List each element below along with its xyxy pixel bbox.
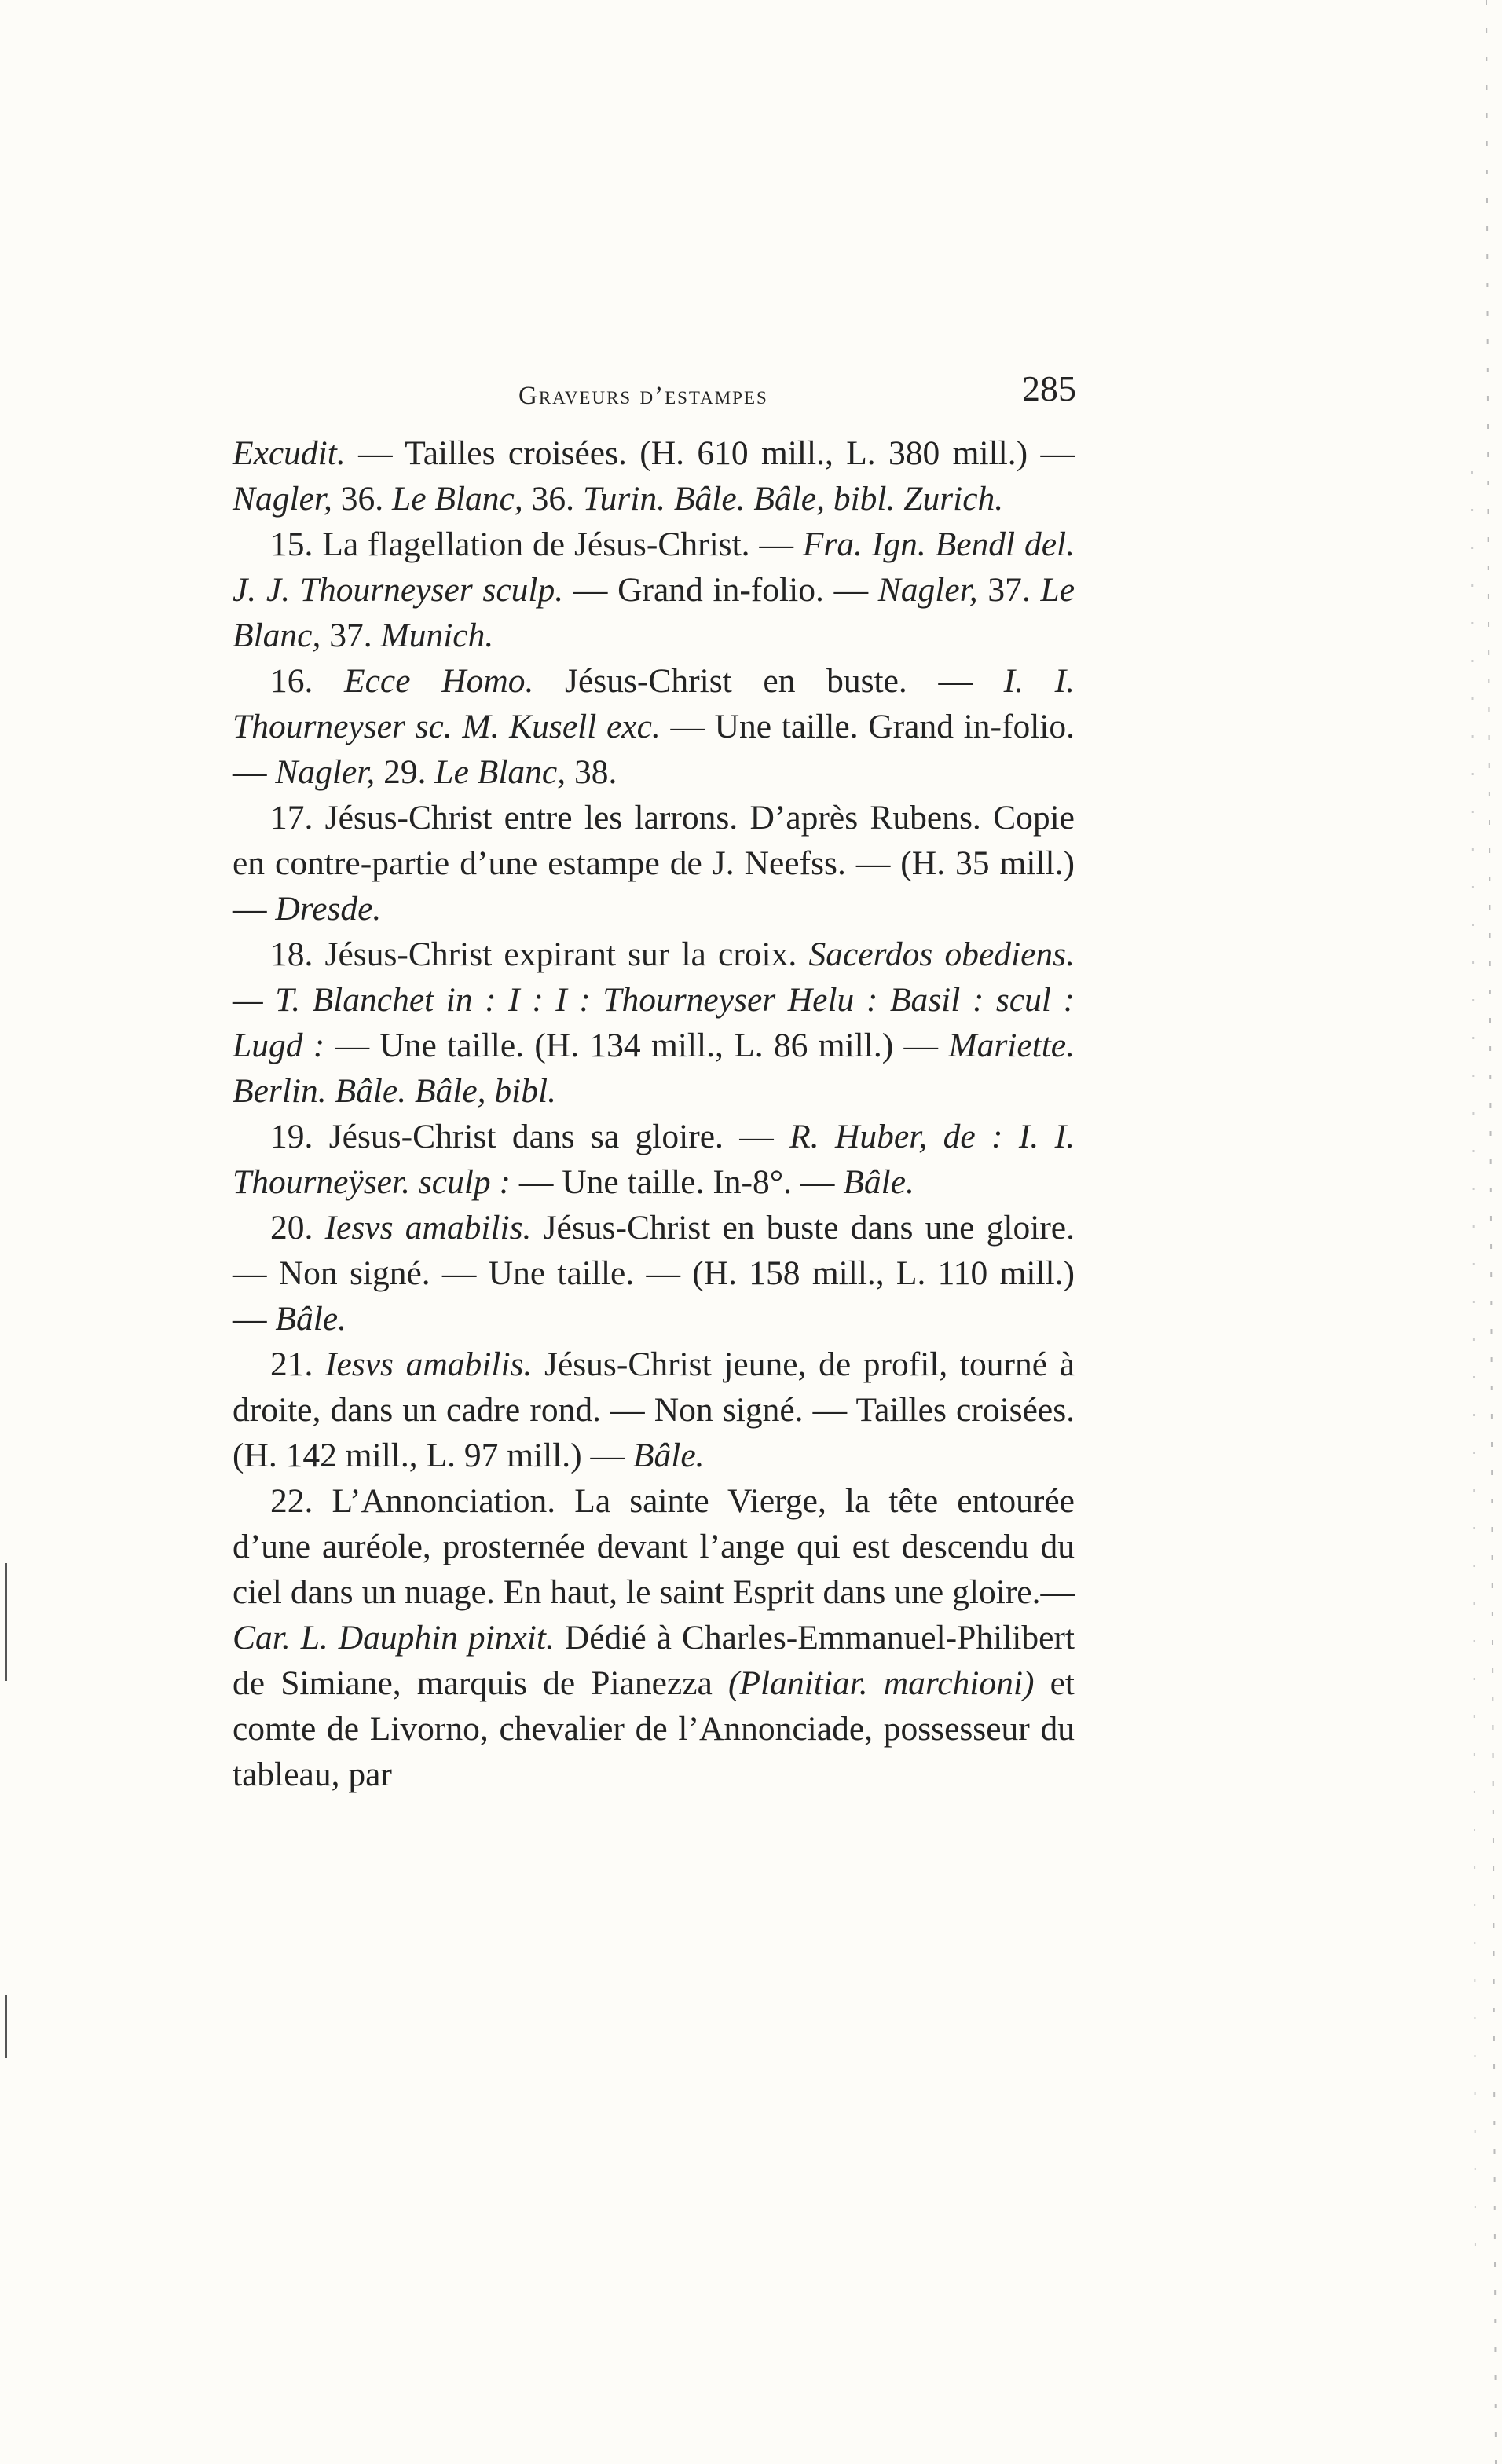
catalogue-text [233, 430, 1075, 1797]
scan-edge-left [0, 0, 16, 2464]
scan-edge-right [1455, 0, 1502, 2464]
entry-16: 16. Ecce Homo. Jésus-Christ en buste. — I. I. Thourneyser sc. M. Kusell exc. — Une taille. Grand in-folio. — Nagler, 29. Le Blanc, 38. [233, 662, 1075, 791]
entry-17: 17. Jésus-Christ entre les larrons. D’après Rubens. Copie en contre-partie d’une estampe de J. Neefss. — (H. 35 mill.) — Dresde. [233, 799, 1075, 928]
page-number: 285 [1022, 368, 1076, 408]
running-title: Graveurs d’estampes [518, 382, 768, 410]
entry-continued: Excudit. — Tailles croisées. (H. 610 mill., L. 380 mill.) — Nagler, 36. Le Blanc, 36. Turin. Bâle. Bâle, bibl. Zurich. [233, 434, 1075, 518]
page-header [228, 368, 1076, 423]
entry-22: 22. L’Annonciation. La sainte Vierge, la tête entourée d’une auréole, prosternée devant l’ange qui est descendu du ciel dans un nuage. En haut, le saint Esprit dans une gloire.— Car. L. Dauphin pinxit. Dédié à Charles-Emmanuel-Philibert de Simiane, marquis de Pianezza (Planitiar. marchioni) et comte de Livorno, chevalier de l’Annonciade, possesseur du tableau, par [233, 1482, 1075, 1793]
entry-19: 19. Jésus-Christ dans sa gloire. — R. Huber, de : I. I. Thourneÿser. sculp : — Une taille. In-8°. — Bâle. [233, 1118, 1075, 1201]
entry-21: 21. Iesvs amabilis. Jésus-Christ jeune, de profil, tourné à droite, dans un cadre rond. — Non signé. — Tailles croisées. (H. 142 mill., L. 97 mill.) — Bâle. [233, 1345, 1075, 1474]
entry-20: 20. Iesvs amabilis. Jésus-Christ en buste dans une gloire. — Non signé. — Une taille. — (H. 158 mill., L. 110 mill.) — Bâle. [233, 1209, 1075, 1338]
entry-18: 18. Jésus-Christ expirant sur la croix. Sacerdos obediens. — T. Blanchet in : I : I : Thourneyser Helu : Basil : scul : Lugd : — Une taille. (H. 134 mill., L. 86 mill.) — Mariette. Berlin. Bâle. Bâle, bibl. [233, 935, 1075, 1110]
entry-15: 15. La flagellation de Jésus-Christ. — Fra. Ign. Bendl del. J. J. Thourneyser sculp. — Grand in-folio. — Nagler, 37. Le Blanc, 37. Munich. [233, 525, 1075, 654]
